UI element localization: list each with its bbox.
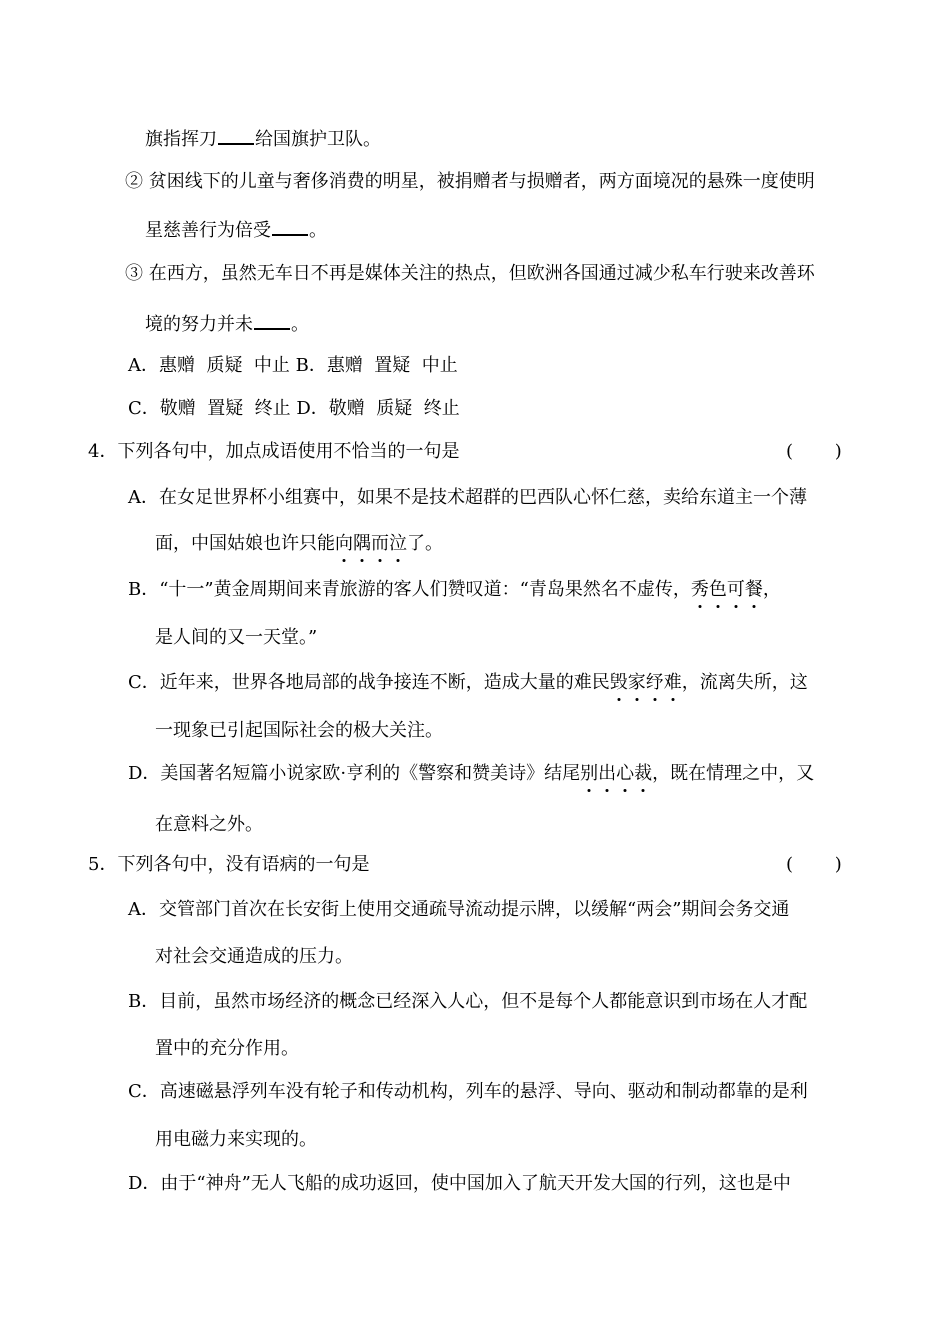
q5-option-a-line1[interactable]: A．交管部门首次在长安街上使用交通疏导流动提示牌，以缓解“两会”期间会务交通 — [128, 899, 790, 920]
q4-stem: 4．下列各句中，加点成语使用不恰当的一句是 — [88, 441, 460, 462]
q4-option-b-line1[interactable]: B．“十一”黄金周期间来青旅游的客人们赞叹道：“青岛果然名不虚传，秀色可餐， — [128, 579, 781, 600]
fill-blank-3[interactable] — [254, 310, 290, 330]
q5-option-c-line2: 用电磁力来实现的。 — [155, 1129, 317, 1150]
q3-options-ab[interactable]: A．惠赠 质疑 中止 B．惠赠 置疑 中止 — [128, 355, 458, 376]
q4-option-c-line1[interactable]: C．近年来，世界各地局部的战争接连不断，造成大量的难民毁家纾难，流离失所，这 — [128, 672, 808, 693]
q5-option-c-line1[interactable]: C．高速磁悬浮列车没有轮子和传动机构，列车的悬浮、导向、驱动和制动都靠的是利 — [128, 1081, 808, 1102]
q5-answer-paren[interactable]: ( ) — [786, 854, 860, 875]
dotted-idiom-b: 秀色可餐 — [690, 579, 763, 600]
q4-option-a-line1[interactable]: A．在女足世界杯小组赛中，如果不是技术超群的巴西队心怀仁慈，卖给东道主一个薄 — [128, 487, 807, 508]
q5-option-a-line2: 对社会交通造成的压力。 — [155, 946, 353, 967]
fill-blank-2[interactable] — [272, 216, 308, 236]
q4-option-d-line2: 在意料之外。 — [155, 814, 263, 835]
q4-option-d-line1[interactable]: D．美国著名短篇小说家欧·亨利的《警察和赞美诗》结尾别出心裁，既在情理之中，又 — [128, 763, 815, 784]
q3-sentence2-line2: 星慈善行为倍受 。 — [145, 216, 327, 243]
q4-option-c-line2: 一现象已引起国际社会的极大关注。 — [155, 720, 443, 741]
dotted-idiom-c: 毁家纾难 — [609, 672, 682, 693]
q3-sentence2-line1: ② 贫困线下的儿童与奢侈消费的明星，被捐赠者与损赠者，两方面境况的悬殊一度使明 — [125, 171, 815, 192]
dotted-idiom-d: 别出心裁 — [580, 763, 653, 784]
q5-option-b-line2: 置中的充分作用。 — [155, 1038, 299, 1059]
q3-sentence3-line2: 境的努力并未 。 — [145, 310, 309, 337]
q3-sentence3-line1: ③ 在西方，虽然无车日不再是媒体关注的热点，但欧洲各国通过减少私车行驶来改善环 — [125, 263, 815, 284]
q3-options-cd[interactable]: C．敬赠 置疑 终止 D．敬赠 质疑 终止 — [128, 398, 460, 419]
q5-option-b-line1[interactable]: B．目前，虽然市场经济的概念已经深入人心，但不是每个人都能意识到市场在人才配 — [128, 991, 808, 1012]
q4-option-a-line2: 面，中国姑娘也许只能向隅而泣了。 — [155, 533, 443, 554]
q4-answer-paren[interactable]: ( ) — [786, 441, 860, 462]
fill-blank-1[interactable] — [218, 125, 254, 145]
dotted-idiom-a: 向隅而泣 — [335, 533, 407, 554]
q3-sentence1-cont: 旗指挥刀 给国旗护卫队。 — [145, 125, 381, 152]
q5-stem: 5．下列各句中，没有语病的一句是 — [88, 854, 370, 875]
q5-option-d-line1[interactable]: D．由于“神舟”无人飞船的成功返回，使中国加入了航天开发大国的行列，这也是中 — [128, 1173, 791, 1194]
q4-option-b-line2: 是人间的又一天堂。” — [155, 627, 318, 648]
